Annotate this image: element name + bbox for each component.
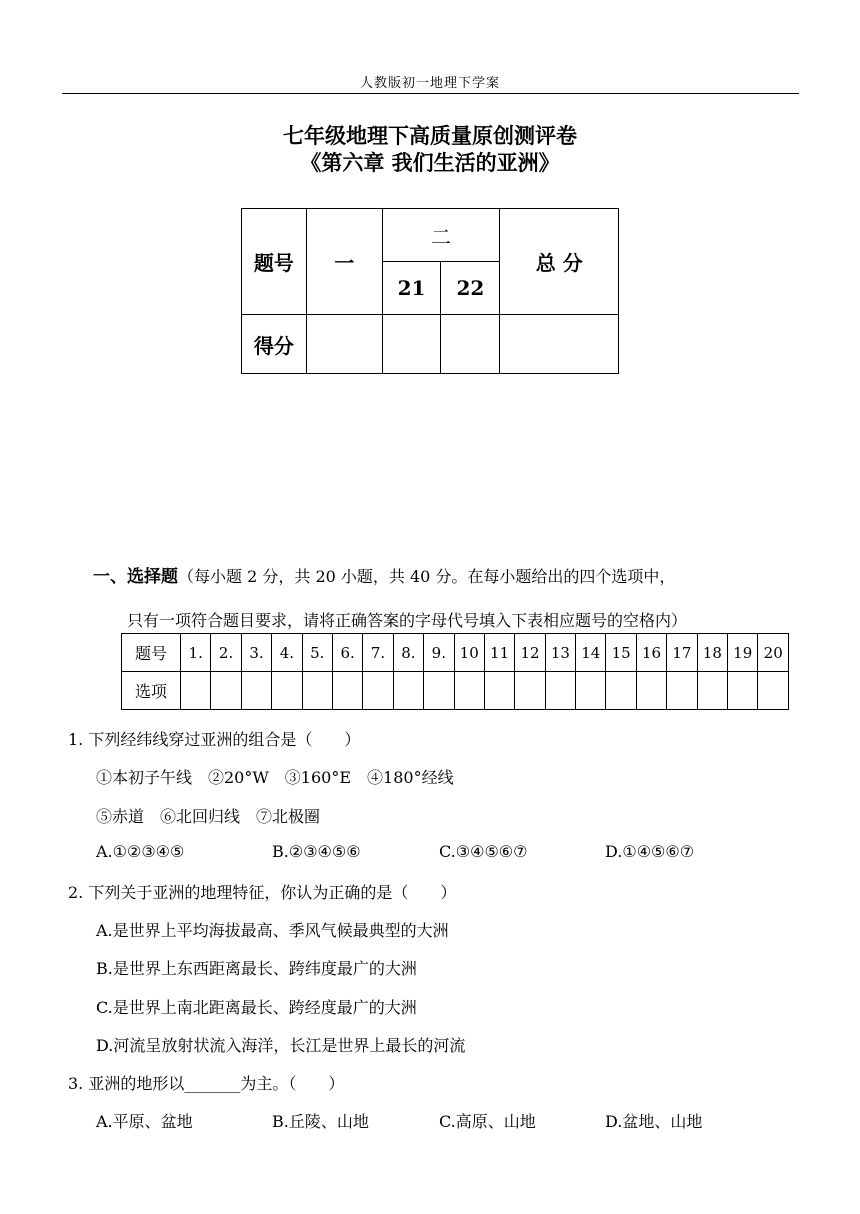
question-1-option-d: D.①④⑤⑥⑦ — [605, 842, 695, 861]
answer-number-4: 4. — [272, 634, 302, 672]
answer-choice-cell-20[interactable] — [758, 672, 789, 710]
answer-number-9: 9. — [424, 634, 454, 672]
answer-number-13: 13 — [545, 634, 575, 672]
answer-choice-cell-5[interactable] — [302, 672, 332, 710]
section-heading: 一、选择题 — [93, 567, 178, 587]
answer-choice-cell-17[interactable] — [667, 672, 697, 710]
answer-number-18: 18 — [697, 634, 727, 672]
answer-choice-cell-16[interactable] — [636, 672, 666, 710]
question-3-option-d: D.盆地、山地 — [605, 1112, 703, 1131]
answer-choice-cell-7[interactable] — [363, 672, 393, 710]
section-instructions-2: 只有一项符合题目要求，请将正确答案的字母代号填入下表相应题号的空格内） — [127, 611, 688, 630]
answer-choice-cell-11[interactable] — [484, 672, 514, 710]
answer-choice-cell-4[interactable] — [272, 672, 302, 710]
question-1-option-c: C.③④⑤⑥⑦ — [439, 842, 528, 861]
score-cell-22[interactable] — [441, 315, 500, 374]
answer-choice-cell-13[interactable] — [545, 672, 575, 710]
answer-choice-cell-2[interactable] — [211, 672, 241, 710]
score-table — [241, 208, 619, 374]
question-2-option-a: A.是世界上平均海拔最高、季风气候最典型的大洲 — [96, 921, 449, 940]
header-rule — [62, 93, 799, 94]
answer-number-10: 10 — [454, 634, 484, 672]
score-col-21: 21 — [382, 262, 441, 315]
answer-choice-cell-1[interactable] — [181, 672, 211, 710]
answer-label-number: 题号 — [122, 634, 181, 672]
answer-number-7: 7. — [363, 634, 393, 672]
question-1-option-b: B.②③④⑤⑥ — [272, 842, 361, 861]
question-1-items-1: ①本初子午线 ②20°W ③160°E ④180°经线 — [96, 768, 454, 787]
answer-number-19: 19 — [728, 634, 758, 672]
question-1-stem: 1. 下列经纬线穿过亚洲的组合是（ ） — [68, 730, 361, 749]
answer-choice-cell-18[interactable] — [697, 672, 727, 710]
score-label-number: 题号 — [242, 209, 307, 315]
answer-choice-cell-15[interactable] — [606, 672, 636, 710]
question-3-option-a: A.平原、盆地 — [96, 1112, 193, 1131]
answer-number-8: 8. — [393, 634, 423, 672]
score-col-22: 22 — [441, 262, 500, 315]
answer-table — [121, 633, 789, 710]
score-cell-total[interactable] — [500, 315, 619, 374]
answer-number-16: 16 — [636, 634, 666, 672]
question-2-option-b: B.是世界上东西距离最长、跨纬度最广的大洲 — [96, 959, 417, 978]
question-2-stem: 2. 下列关于亚洲的地理特征，你认为正确的是（ ） — [68, 883, 457, 902]
answer-number-2: 2. — [211, 634, 241, 672]
answer-number-3: 3. — [241, 634, 271, 672]
answer-choice-cell-19[interactable] — [728, 672, 758, 710]
question-1-items-2: ⑤赤道 ⑥北回归线 ⑦北极圈 — [96, 807, 321, 826]
question-3-option-c: C.高原、山地 — [439, 1112, 536, 1131]
score-col-one: 一 — [306, 209, 382, 315]
score-cell-one[interactable] — [306, 315, 382, 374]
section-heading-line — [93, 566, 675, 588]
exam-subtitle: 《第六章 我们生活的亚洲》 — [300, 151, 560, 175]
answer-number-15: 15 — [606, 634, 636, 672]
answer-number-1: 1. — [181, 634, 211, 672]
answer-choice-cell-14[interactable] — [576, 672, 606, 710]
score-cell-21[interactable] — [382, 315, 441, 374]
score-col-total: 总 分 — [500, 209, 619, 315]
section-instructions-1: （每小题 2 分，共 20 小题，共 40 分。在每小题给出的四个选项中， — [178, 567, 676, 586]
answer-number-6: 6. — [332, 634, 362, 672]
answer-choice-cell-3[interactable] — [241, 672, 271, 710]
answer-choice-cell-6[interactable] — [332, 672, 362, 710]
answer-choice-cell-8[interactable] — [393, 672, 423, 710]
answer-number-5: 5. — [302, 634, 332, 672]
answer-label-choice: 选项 — [122, 672, 181, 710]
answer-number-14: 14 — [576, 634, 606, 672]
question-2-option-c: C.是世界上南北距离最长、跨经度最广的大洲 — [96, 998, 417, 1017]
question-2-option-d: D.河流呈放射状流入海洋，长江是世界上最长的河流 — [96, 1036, 466, 1055]
question-3-stem: 3. 亚洲的地形以_______为主。（ ） — [68, 1074, 345, 1093]
answer-number-20: 20 — [758, 634, 789, 672]
question-1-option-a: A.①②③④⑤ — [96, 842, 185, 861]
answer-choice-cell-12[interactable] — [515, 672, 545, 710]
answer-number-12: 12 — [515, 634, 545, 672]
answer-choice-cell-9[interactable] — [424, 672, 454, 710]
exam-title: 七年级地理下高质量原创测评卷 — [283, 124, 577, 148]
answer-number-11: 11 — [484, 634, 514, 672]
score-label-score: 得分 — [242, 315, 307, 374]
page-header: 人教版初一地理下学案 — [359, 76, 500, 91]
score-col-two: 二 — [382, 209, 500, 262]
answer-choice-cell-10[interactable] — [454, 672, 484, 710]
answer-number-17: 17 — [667, 634, 697, 672]
question-3-option-b: B.丘陵、山地 — [272, 1112, 369, 1131]
